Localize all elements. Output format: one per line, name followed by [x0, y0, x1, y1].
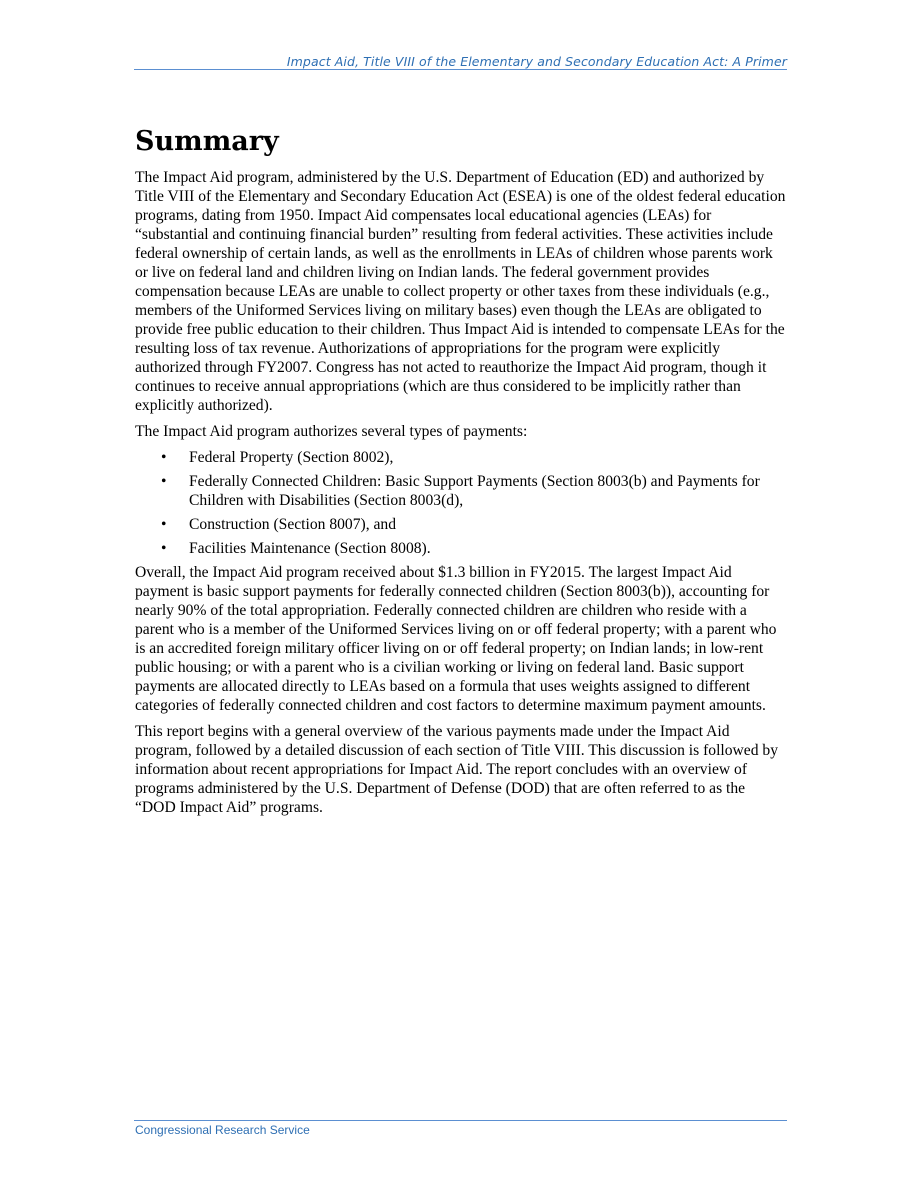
- list-item: • Federal Property (Section 8002),: [135, 448, 787, 467]
- list-item: • Facilities Maintenance (Section 8008).: [135, 539, 787, 558]
- footer-organization: Congressional Research Service: [135, 1123, 310, 1137]
- payment-types-list: [135, 448, 787, 558]
- header-divider: [134, 69, 787, 70]
- list-item: • Construction (Section 8007), and: [135, 515, 787, 534]
- running-header: Impact Aid, Title VIII of the Elementary and Secondary Education Act: A Primer: [286, 54, 787, 69]
- page-content: [135, 122, 787, 824]
- summary-paragraph-1: The Impact Aid program, administered by the U.S. Department of Education (ED) and authorized by Title VIII of the Elementary and Secondary Education Act (ESEA) is one of the oldest federal education programs, dating from 1950. Impact Aid compensates local educational agencies (LEAs) for “substantial and continuing financial burden” resulting from federal activities. These activities include federal ownership of certain lands, as well as the enrollments in LEAs of children whose parents work or live on federal land and children living on Indian lands. The federal government provides compensation because LEAs are unable to collect property or other taxes from these individuals (e.g., members of the Uniformed Services living on military bases) even though the LEAs are obligated to provide free public education to their children. Thus Impact Aid is intended to compensate LEAs for the resulting loss of tax revenue. Authorizations of appropriations for the program were explicitly authorized through FY2007. Congress has not acted to reauthorize the Impact Aid program, though it continues to receive annual appropriations (which are thus considered to be implicitly rather than explicitly authorized).: [135, 169, 786, 414]
- summary-paragraph-4: This report begins with a general overview of the various payments made under the Impact Aid program, followed by a detailed discussion of each section of Title VIII. This discussion is followed by information about recent appropriations for Impact Aid. The report concludes with an overview of programs administered by the U.S. Department of Defense (DOD) that are often referred to as the “DOD Impact Aid” programs.: [135, 723, 779, 816]
- summary-paragraph-3: Overall, the Impact Aid program received about $1.3 billion in FY2015. The largest Impact Aid payment is basic support payments for federally connected children (Section 8003(b)), accounting for nearly 90% of the total appropriation. Federally connected children are children who reside with a parent who is a member of the Uniformed Services living on or off federal property; with a parent who is an accredited foreign military officer living on or off federal property; on Indian lands; in low-rent public housing; or with a parent who is a civilian working or living on federal land. Basic support payments are allocated directly to LEAs based on a formula that uses weights assigned to different categories of federally connected children and cost factors to determine maximum payment amounts.: [135, 564, 777, 714]
- footer-divider: [134, 1120, 787, 1121]
- list-item: • Federally Connected Children: Basic Support Payments (Section 8003(b) and Payments for Children with Disabilities (Section 8003(d),: [135, 472, 787, 510]
- page-title: Summary: [135, 126, 279, 157]
- summary-paragraph-2: The Impact Aid program authorizes several types of payments:: [135, 423, 528, 440]
